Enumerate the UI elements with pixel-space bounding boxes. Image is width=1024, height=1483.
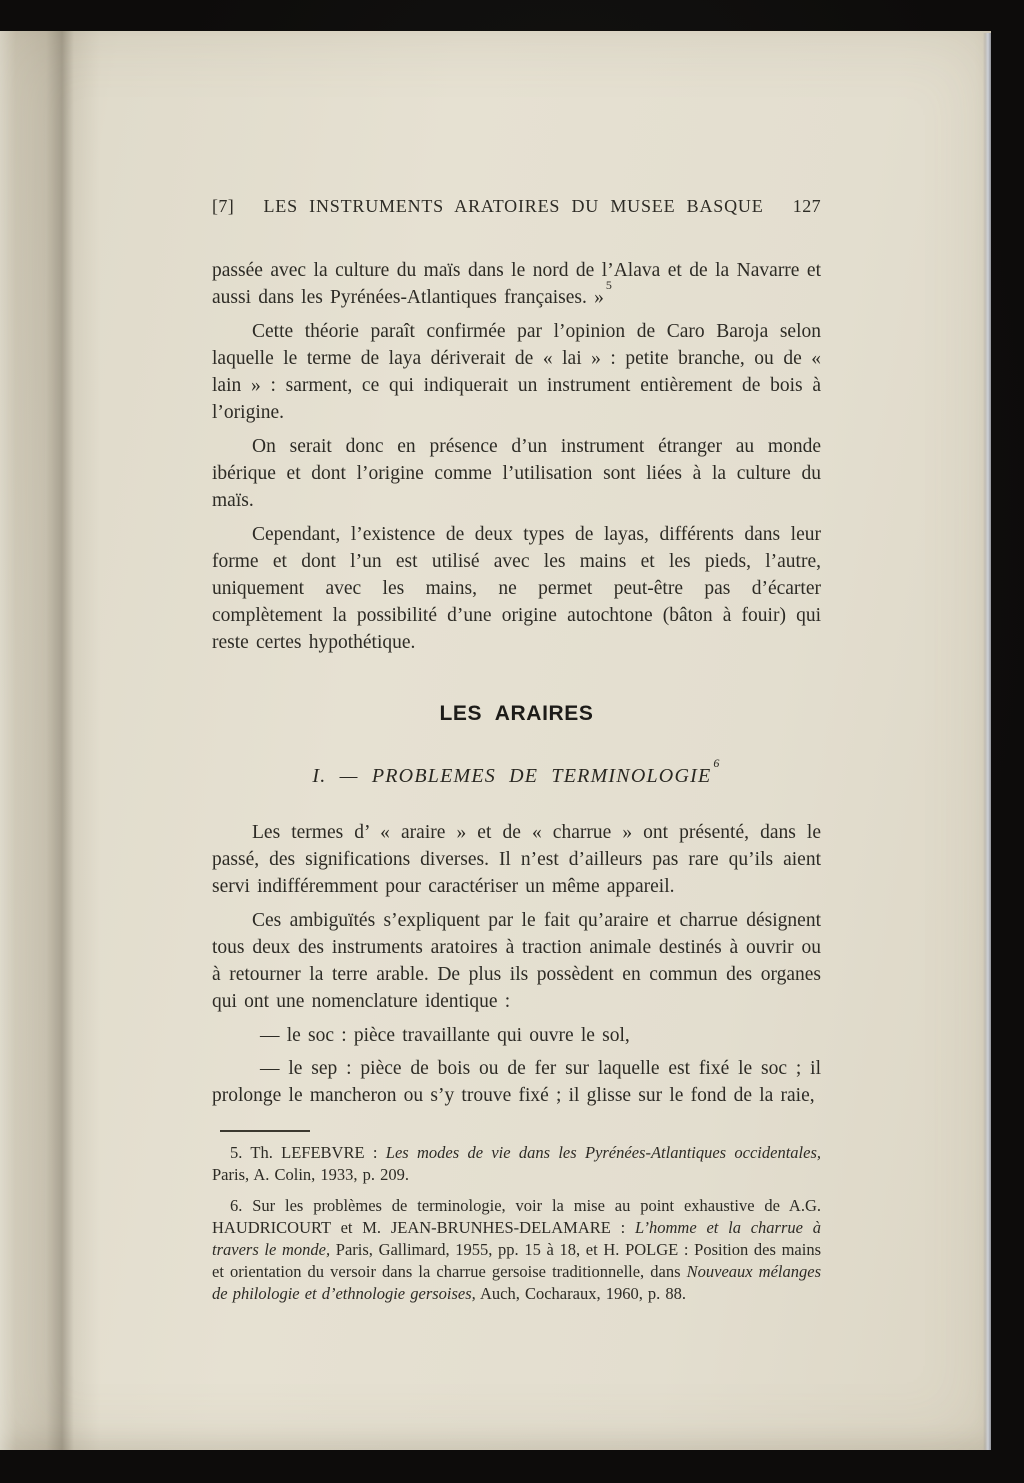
footnote-text: 6. Sur les problèmes de terminologie, voir la mise au point exhaustive de A.G. HAUDRICOURT et M. JEAN-BRUNHES-DELAMARE : xyxy=(212,1196,821,1237)
subsection-heading-text: I. — PROBLEMES DE TERMINOLOGIE xyxy=(312,765,712,787)
list-item-text: — le sep : pièce de bois ou de fer sur laquelle est fixé le soc ; il prolonge le mancheron ou s’y trouve fixé ; il glisse sur le fond de la raie, xyxy=(212,1058,821,1106)
paragraph-text: Cependant, l’existence de deux types de layas, différents dans leur forme et dont l’un est utilisé avec les mains et les pieds, l’autre, uniquement avec les mains, ne permet peut-être pas d’écarter complètement la possibilité d’une origine autochtone (bâton à fouir) qui reste certes hypothétique. xyxy=(212,524,821,653)
header-section-number: [7] xyxy=(212,196,235,216)
paragraph-continuation xyxy=(212,257,821,311)
paragraph-text: Cette théorie paraît confirmée par l’opinion de Caro Baroja selon laquelle le terme de laya dériverait de « lai » : petite branche, ou de « lain » : sarment, ce qui indiquerait un instrument entièrement de bois à l’origine. xyxy=(212,321,821,423)
paragraph xyxy=(212,521,821,656)
footnotes-block xyxy=(212,1130,821,1305)
paragraph xyxy=(212,433,821,514)
running-header xyxy=(212,196,821,217)
paragraph-text: passée avec la culture du maïs dans le nord de l’Alava et de la Navarre et aussi dans les Pyrénées-Atlantiques françaises. » xyxy=(212,260,821,308)
footnote-work-title: Les modes de vie dans les Pyrénées-Atlantiques occidentales, xyxy=(385,1143,822,1162)
section-heading: LES ARAIRES xyxy=(439,702,594,725)
paragraph-text: Ces ambiguïtés s’expliquent par le fait qu’araire et charrue désignent tous deux des instruments aratoires à traction animale destinés à ouvrir ou à retourner la terre arable. De plus ils possèdent en commun des organes qui ont une nomenclature identique : xyxy=(212,910,821,1012)
list-item xyxy=(212,1022,821,1049)
footnote-6 xyxy=(212,1195,821,1305)
footnote-reference-5: 5 xyxy=(605,277,612,292)
binding-crease xyxy=(0,31,100,1450)
paragraph-text: Les termes d’ « araire » et de « charrue » ont présenté, dans le passé, des significations diverses. Il n’est d’ailleurs pas rare qu’ils aient servi indifféremment pour caractériser un même appareil. xyxy=(212,822,821,897)
footnote-5 xyxy=(212,1142,821,1186)
paragraph xyxy=(212,318,821,426)
footnote-text: Paris, A. Colin, 1933, p. 209. xyxy=(212,1165,410,1184)
footnote-text: Auch, Cocharaux, 1960, p. 88. xyxy=(475,1284,687,1303)
header-page-number: 127 xyxy=(792,196,821,216)
footnote-work-title: L’homme et la charrue à travers le monde, xyxy=(212,1218,821,1259)
page-edge xyxy=(983,33,991,1450)
paragraph xyxy=(212,907,821,1015)
footnote-rule xyxy=(220,1130,310,1132)
footnote-text: 5. Th. LEFEBVRE : xyxy=(230,1143,386,1162)
paragraph xyxy=(212,819,821,900)
page-content xyxy=(212,31,821,1314)
footnote-work-title: Nouveaux mélanges de philologie et d’ethnologie gersoises, xyxy=(212,1262,821,1303)
paragraph-text: On serait donc en présence d’un instrument étranger au monde ibérique et dont l’origine comme l’utilisation sont liées à la culture du maïs. xyxy=(212,436,821,511)
list-item xyxy=(212,1055,821,1109)
footnote-reference-6: 6 xyxy=(713,756,721,771)
list-item-text: — le soc : pièce travaillante qui ouvre le sol, xyxy=(260,1025,630,1046)
subsection-heading xyxy=(212,756,821,788)
footnote-text: Paris, Gallimard, 1955, pp. 15 à 18, et H. POLGE : Position des mains et orientation du versoir dans la charrue gersoise traditionnelle, dans xyxy=(212,1240,821,1281)
book-page xyxy=(0,31,991,1450)
header-running-title: LES INSTRUMENTS ARATOIRES DU MUSEE BASQUE xyxy=(263,196,764,216)
